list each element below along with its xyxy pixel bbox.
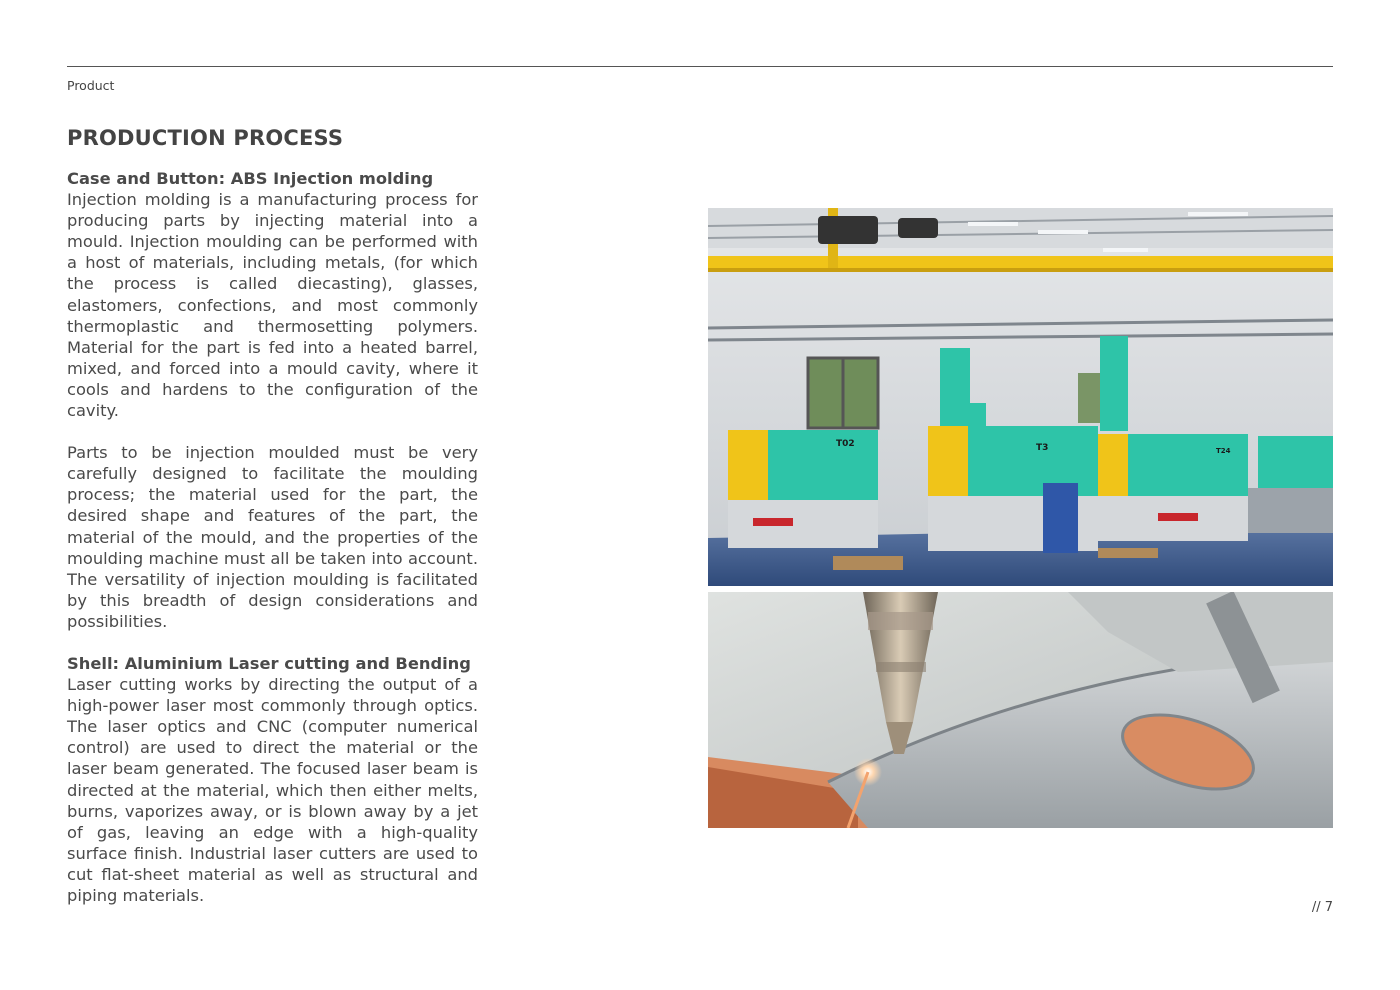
paragraph-injection-2: Parts to be injection moulded must be very carefully designed to facilitate the moulding process; the material used for the part, the desired shape and features of the part, the material of the mould, and the properties of the moulding machine must all be taken into account. The versatility of injection moulding is facilitated by this breadth of design considerations and possibilities. bbox=[67, 443, 478, 631]
paragraph-laser-1: Laser cutting works by directing the output of a high-power laser most commonly through optics. The laser optics and CNC (computer numerical control) are used to direct the material or the laser beam generated. The focused laser beam is directed at the material, which then either melts, burns, vaporizes away, or is blown away by a jet of gas, leaving an edge with a high-quality surface finish. Industrial laser cutters are used to cut flat-sheet material as well as structural and piping materials. bbox=[67, 675, 478, 905]
top-rule bbox=[67, 66, 1333, 67]
paragraph-gap bbox=[67, 421, 478, 442]
section-label: Product bbox=[67, 78, 115, 93]
page-number: // 7 bbox=[1311, 900, 1333, 915]
machine-label-t24: T24 bbox=[1216, 447, 1231, 455]
section-heading-laser: Shell: Aluminium Laser cutting and Bending bbox=[67, 653, 471, 673]
machine-label-t02: T02 bbox=[836, 439, 855, 449]
section-heading-injection: Case and Button: ABS Injection molding bbox=[67, 169, 434, 188]
machine-label-t3: T3 bbox=[1036, 443, 1049, 453]
page-title: PRODUCTION PROCESS bbox=[67, 126, 344, 150]
paragraph-injection-1: Injection molding is a manufacturing process for producing parts by injecting material into a mould. Injection moulding can be performed with a host of materials, including metals, (for which the process is called diecasting), glasses, elastomers, confections, and most commonly thermoplastic and thermosetting polymers. Material for the part is fed into a heated barrel, mixed, and forced into a mould cavity, where it cools and hardens to the configuration of the cavity. bbox=[67, 190, 478, 421]
laser-photo bbox=[708, 592, 1333, 828]
paragraph-gap bbox=[67, 632, 478, 653]
text-column bbox=[67, 168, 478, 906]
factory-photo bbox=[708, 208, 1333, 586]
